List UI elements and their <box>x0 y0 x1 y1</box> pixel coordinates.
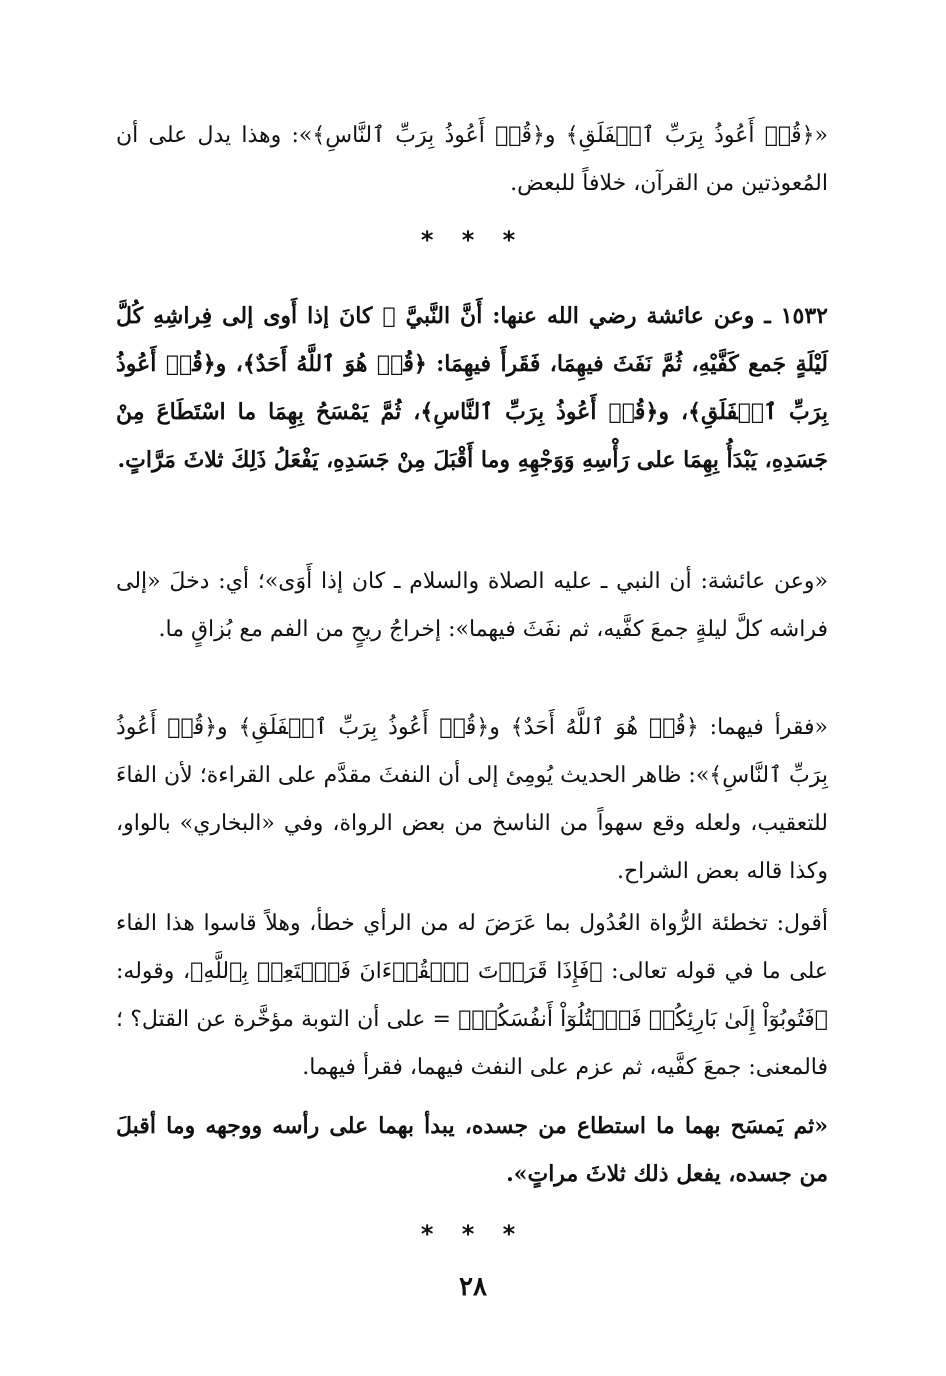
hadith-1532-text: ١٥٣٢ ـ وعن عائشة رضي الله عنها: أَنَّ النَّبيَّ ﷺ كانَ إذا أَوى إلى فِراشِهِ كُلَّ لَيْلَةٍ جَمع كَفَّيْهِ، ثُمَّ نَفَثَ فيهِمَا، فَقَرأَ فيهِمَا: ﴿قُلۡ هُوَ ٱللَّهُ أَحَدٌ﴾، و﴿قُلۡ أَعُوذُ بِرَبِّ ٱلۡفَلَقِ﴾، و﴿قُلۡ أَعُوذُ بِرَبِّ ٱلنَّاسِ﴾، ثُمَّ يَمْسَحُ بِهِمَا ما اسْتَطَاعَ مِنْ جَسَدِهِ، يَبْدَأُ بِهِمَا على رَأْسِهِ وَوَجْهِهِ وما أَقْبَلَ مِنْ جَسَدِهِ، يَفْعَلُ ذَلِكَ ثلاثَ مَرَّاتٍ. <box>116 303 828 473</box>
commentary-wiping-body: «ثم يَمسَح بهما ما استطاع من جسده، يبدأ بهما على رأسه ووجهه وما أقبلَ من جسده، يفعل ذلك ثلاثَ مراتٍ». <box>116 1113 828 1187</box>
page-number: ٢٨ <box>459 1272 487 1302</box>
commentary-aisha-narration: «وعن عائشة: أن النبي ـ عليه الصلاة والسلام ـ كان إذا أَوَى»؛ أي: دخلَ «إلى فراشه كلَّ ليلةٍ جمعَ كفَّيه، ثم نفَثَ فيهما»: إخراجُ ريحٍ من الفم مع بُزاقٍ ما. <box>116 569 828 642</box>
paragraph-muawwidhatayn-note: «﴿قُلۡ أَعُوذُ بِرَبِّ ٱلۡفَلَقِ﴾ و﴿قُلۡ أَعُوذُ بِرَبِّ ٱلنَّاسِ﴾»: وهذا يدل على أن المُعوذتين من القرآن، خلافاً للبعض. <box>116 123 828 196</box>
commentary-author-response: أقول: تخطئة الرُّواة العُدُول بما عَرَضَ له من الرأي خطأ، وهلاً قاسوا هذا الفاء على ما في قوله تعالى: ﴿فَإِذَا قَرَأۡتَ ٱلۡقُرۡءَانَ فَٱسۡتَعِذۡ بِٱللَّهِ﴾، وقوله: ﴿فَتُوبُوٓاْ إِلَىٰ بَارِئِكُمۡ فَٱقۡتُلُوٓاْ أَنفُسَكُمۡ﴾ = على أن التوبة مؤخَّرة عن القتل؟ ؛ فالمعنى: جمعَ كفَّيه، ثم عزم على النفث فيهما، فقرأ فيهما. <box>116 911 828 1080</box>
section-separator-stars: * * * <box>420 1220 526 1248</box>
section-separator-stars: * * * <box>420 226 526 254</box>
commentary-recitation-order: «فقرأ فيهما: ﴿قُلۡ هُوَ ٱللَّهُ أَحَدٌ﴾ و﴿قُلۡ أَعُوذُ بِرَبِّ ٱلۡفَلَقِ﴾ و﴿قُلۡ أَعُوذُ بِرَبِّ ٱلنَّاسِ﴾»: ظاهر الحديث يُومِئ إلى أن النفثَ مقدَّم على القراءة؛ لأن الفاءَ للتعقيب، ولعله وقع سهواً من الناسخ من بعض الرواة، وفي «البخاري» بالواو، وكذا قاله بعض الشراح. <box>116 715 828 884</box>
